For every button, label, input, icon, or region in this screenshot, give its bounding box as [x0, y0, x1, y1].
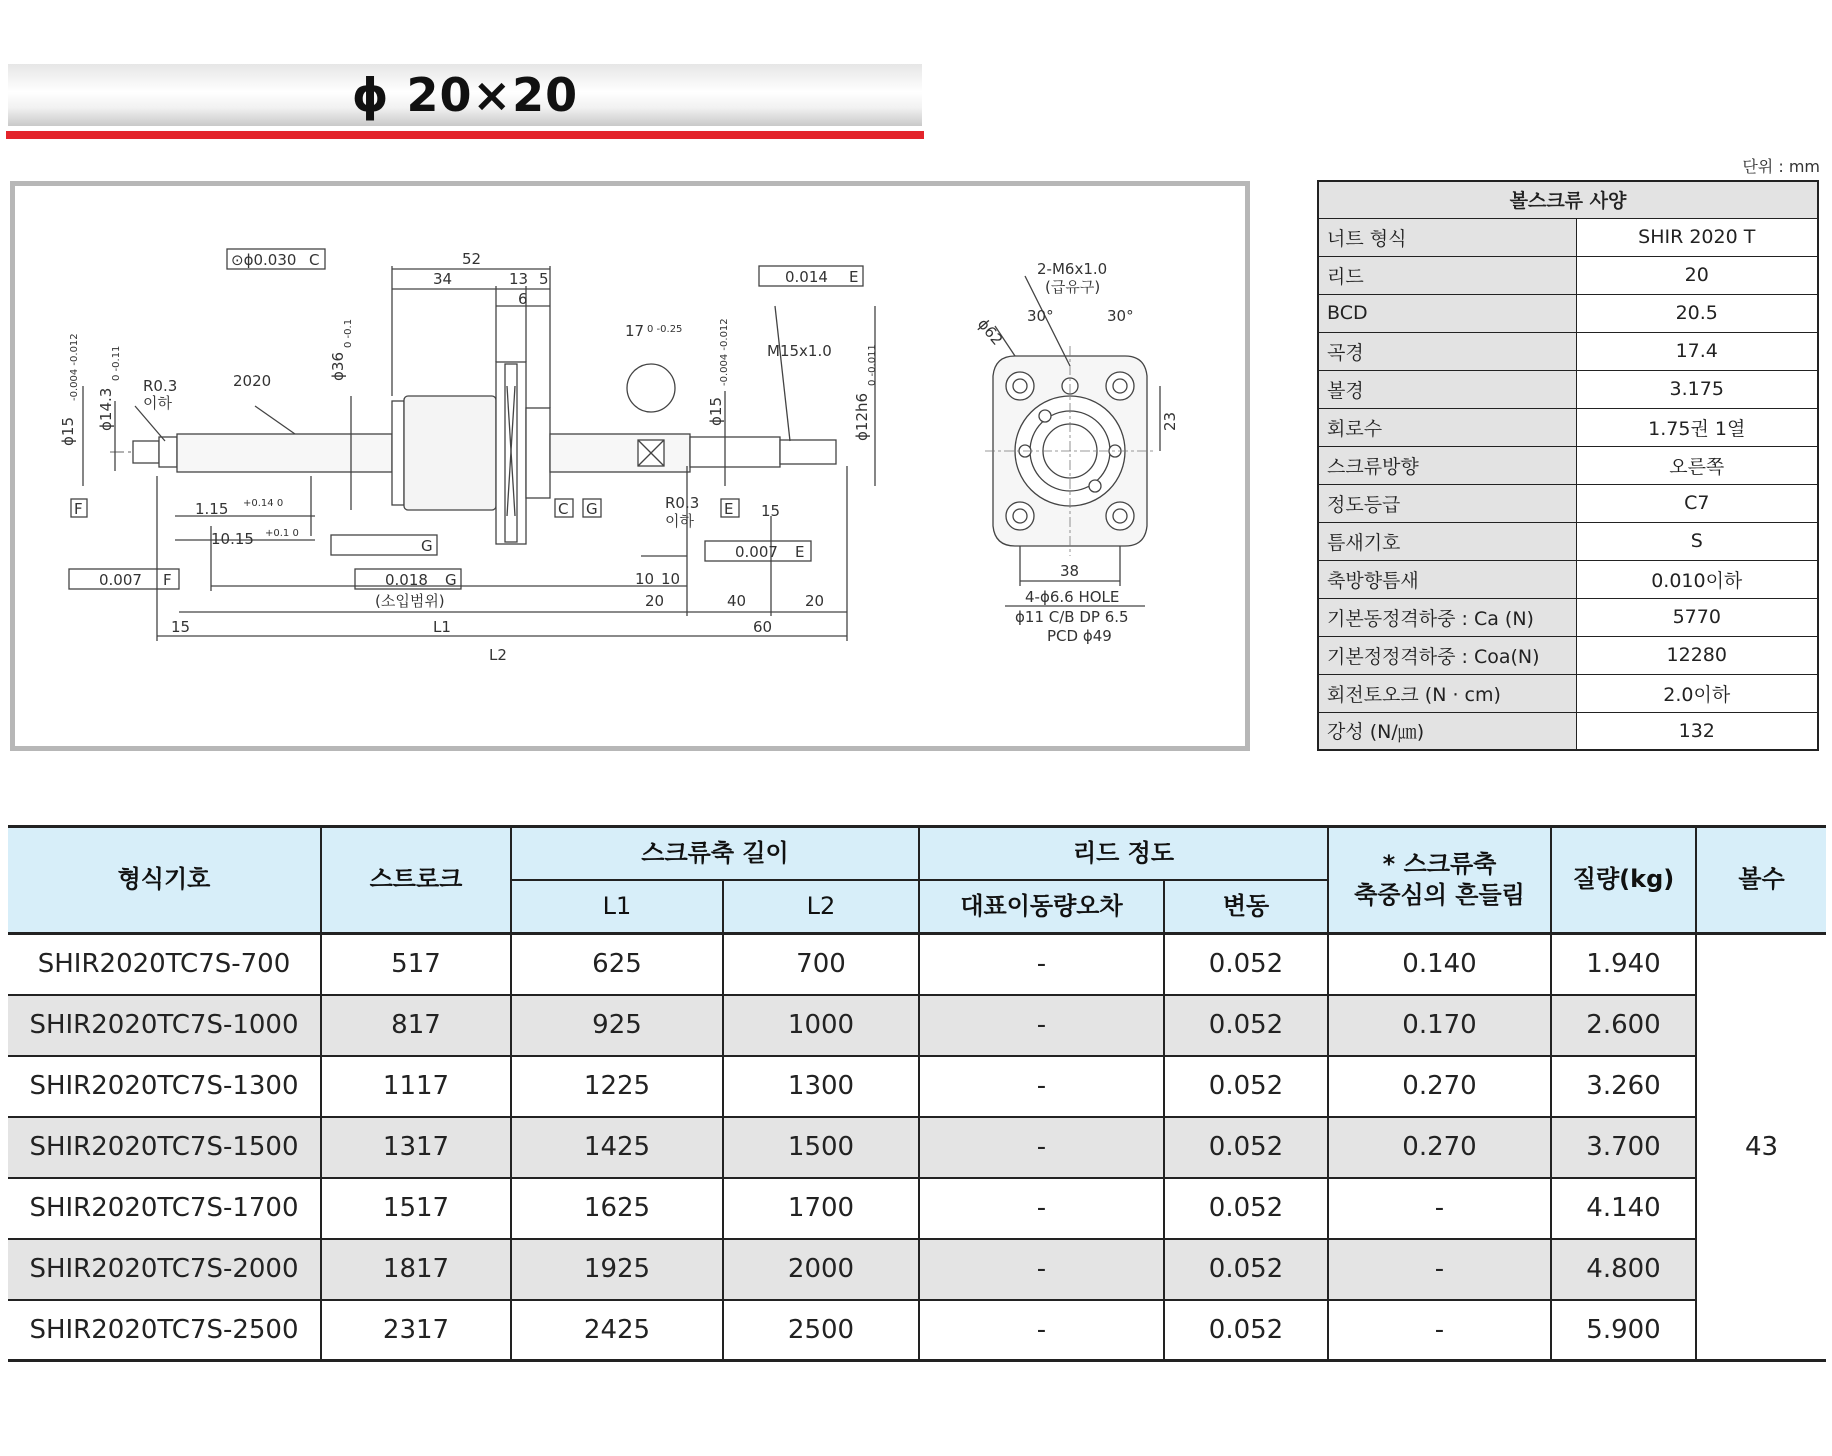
- cell-rep-travel-error: -: [919, 1239, 1164, 1300]
- cell-l2: 1500: [723, 1117, 919, 1178]
- col-runout-line1: * 스크류축: [1382, 849, 1497, 878]
- cell-l1: 1625: [511, 1178, 723, 1239]
- cell-mass: 2.600: [1551, 995, 1696, 1056]
- dim-l2: L2: [489, 646, 507, 664]
- spec-key: 회전토오크 (N · cm): [1318, 674, 1576, 712]
- cell-model: SHIR2020TC7S-1700: [8, 1178, 321, 1239]
- perp-014: 0.014: [785, 268, 828, 286]
- cell-stroke: 2317: [321, 1300, 511, 1361]
- cell-l1: 625: [511, 934, 723, 995]
- cell-stroke: 1817: [321, 1239, 511, 1300]
- spec-value: 오른쪽: [1576, 446, 1818, 484]
- cell-model: SHIR2020TC7S-700: [8, 934, 321, 995]
- cell-l1: 1425: [511, 1117, 723, 1178]
- datum-e-box: E: [724, 500, 734, 518]
- dim-d15-right: ϕ15: [707, 397, 725, 426]
- cell-model: SHIR2020TC7S-2500: [8, 1300, 321, 1361]
- page-title: ϕ 20×20: [351, 68, 579, 122]
- dim-115-tol: +0.14 0: [243, 498, 284, 509]
- radius-right-note: 이하: [665, 512, 694, 530]
- spec-row: [1318, 218, 1818, 256]
- dim-38: 38: [1060, 562, 1080, 580]
- cell-rep-travel-error: -: [919, 1056, 1164, 1117]
- table-row: [8, 995, 1826, 1056]
- radius-right: R0.3: [665, 494, 700, 512]
- dim-d15-right-tol: -0.004 -0.012: [719, 318, 730, 386]
- col-lead-accuracy: 리드 정도: [919, 827, 1328, 880]
- dim-d15-left-tol: -0.004 -0.012: [69, 333, 80, 401]
- dim-60: 60: [753, 618, 773, 636]
- spec-key: 틈새기호: [1318, 522, 1576, 560]
- grease-port: (급유구): [1045, 278, 1101, 296]
- title-underline: [6, 131, 924, 139]
- dim-115: 1.15: [195, 500, 229, 518]
- col-l1: L1: [511, 880, 723, 934]
- spec-key: 곡경: [1318, 332, 1576, 370]
- cell-stroke: 1317: [321, 1117, 511, 1178]
- spec-row: [1318, 256, 1818, 294]
- dim-5: 5: [539, 270, 549, 288]
- table-row: [8, 1239, 1826, 1300]
- cell-variation: 0.052: [1164, 995, 1328, 1056]
- spec-value: 5770: [1576, 598, 1818, 636]
- dim-10b: 10: [661, 570, 681, 588]
- col-model: 형식기호: [8, 827, 321, 934]
- cell-model: SHIR2020TC7S-1500: [8, 1117, 321, 1178]
- hole-spec: 4-ϕ6.6 HOLE: [1025, 588, 1120, 606]
- radius-left-note: 이하: [143, 394, 172, 412]
- cell-variation: 0.052: [1164, 1239, 1328, 1300]
- spec-key: 스크류방향: [1318, 446, 1576, 484]
- dim-d15-left: ϕ15: [59, 417, 77, 446]
- spec-value: 132: [1576, 712, 1818, 750]
- cell-mass: 3.700: [1551, 1117, 1696, 1178]
- cell-model: SHIR2020TC7S-2000: [8, 1239, 321, 1300]
- angle-30-right: 30°: [1107, 307, 1134, 325]
- spec-key: 회로수: [1318, 408, 1576, 446]
- dim-20a: 20: [645, 592, 665, 610]
- cell-mass: 3.260: [1551, 1056, 1696, 1117]
- cell-model: SHIR2020TC7S-1300: [8, 1056, 321, 1117]
- spec-row: [1318, 446, 1818, 484]
- spec-key: 너트 형식: [1318, 218, 1576, 256]
- spec-key: BCD: [1318, 294, 1576, 332]
- cell-l1: 2425: [511, 1300, 723, 1361]
- cell-variation: 0.052: [1164, 1117, 1328, 1178]
- cell-stroke: 1517: [321, 1178, 511, 1239]
- spec-key: 정도등급: [1318, 484, 1576, 522]
- spec-key: 강성 (N/㎛): [1318, 712, 1576, 750]
- cell-variation: 0.052: [1164, 1178, 1328, 1239]
- cell-runout: 0.140: [1328, 934, 1551, 995]
- spec-key: 볼경: [1318, 370, 1576, 408]
- table-row: [8, 1300, 1826, 1361]
- cell-rep-travel-error: -: [919, 1178, 1164, 1239]
- dim-6: 6: [518, 290, 528, 308]
- perp-018-g: 0.018: [385, 571, 428, 589]
- dim-d12h6: ϕ12h6: [853, 392, 871, 441]
- col-rep-travel-error: 대표이동량오차: [919, 880, 1164, 934]
- counterbore-spec: ϕ11 C/B DP 6.5: [1015, 608, 1129, 626]
- cell-stroke: 817: [321, 995, 511, 1056]
- col-runout-line2: 축중심의 흔들림: [1354, 881, 1525, 909]
- cell-l2: 2000: [723, 1239, 919, 1300]
- datum-g-perp: G: [445, 571, 457, 589]
- cell-balls: 43: [1696, 934, 1826, 1361]
- cell-runout: 0.170: [1328, 995, 1551, 1056]
- product-table-body: [8, 934, 1826, 1361]
- spec-key: 축방향틈새: [1318, 560, 1576, 598]
- spec-value: 2.0이하: [1576, 674, 1818, 712]
- spec-key: 리드: [1318, 256, 1576, 294]
- thread-m15: M15x1.0: [767, 342, 832, 360]
- dim-1015-tol: +0.1 0: [265, 528, 299, 539]
- perp-007-e: 0.007: [735, 543, 778, 561]
- col-shaft-length: 스크류축 길이: [511, 827, 919, 880]
- dim-10a: 10: [635, 570, 655, 588]
- cell-mass: 4.140: [1551, 1178, 1696, 1239]
- datum-c: C: [309, 251, 320, 269]
- spec-value: 1.75권 1열: [1576, 408, 1818, 446]
- spec-row: [1318, 522, 1818, 560]
- perp-007-f: 0.007: [99, 571, 142, 589]
- cell-runout: -: [1328, 1300, 1551, 1361]
- cell-runout: 0.270: [1328, 1056, 1551, 1117]
- col-mass: 질량(kg): [1551, 827, 1696, 934]
- spec-row: [1318, 408, 1818, 446]
- dim-d36: ϕ36: [329, 352, 347, 381]
- cell-variation: 0.052: [1164, 1300, 1328, 1361]
- dim-1015: 10.15: [211, 530, 254, 548]
- spec-row: [1318, 712, 1818, 750]
- spec-value: C7: [1576, 484, 1818, 522]
- dim-34: 34: [433, 270, 453, 288]
- dim-d12h6-tol: 0 -0.011: [867, 344, 878, 386]
- cell-l2: 2500: [723, 1300, 919, 1361]
- cell-runout: 0.270: [1328, 1117, 1551, 1178]
- ballscrew-spec-table: [1317, 180, 1819, 751]
- technical-drawing: [10, 181, 1250, 751]
- spec-row: [1318, 370, 1818, 408]
- col-runout: [1328, 827, 1551, 934]
- spec-value: 0.010이하: [1576, 560, 1818, 598]
- dim-15-bottom: 15: [171, 618, 191, 636]
- dim-d143: ϕ14.3: [97, 387, 115, 431]
- dim-52: 52: [462, 250, 482, 268]
- pcd-spec: PCD ϕ49: [1047, 627, 1112, 645]
- spec-value: 3.175: [1576, 370, 1818, 408]
- col-l2: L2: [723, 880, 919, 934]
- spec-body: [1318, 218, 1818, 750]
- spec-value: 17.4: [1576, 332, 1818, 370]
- screw-number: 2020: [233, 372, 272, 390]
- drawing-canvas: [15, 186, 1245, 746]
- dim-40: 40: [727, 592, 747, 610]
- spec-row: [1318, 674, 1818, 712]
- cell-l1: 1925: [511, 1239, 723, 1300]
- table-row: [8, 934, 1826, 995]
- col-stroke: 스트로크: [321, 827, 511, 934]
- spec-header: 볼스크류 사양: [1318, 181, 1818, 218]
- cell-mass: 4.800: [1551, 1239, 1696, 1300]
- cell-mass: 1.940: [1551, 934, 1696, 995]
- cell-stroke: 517: [321, 934, 511, 995]
- cell-l2: 700: [723, 934, 919, 995]
- runout-callout: ⊙ϕ0.030: [231, 251, 297, 269]
- spec-row: [1318, 598, 1818, 636]
- datum-c-box: C: [558, 500, 569, 518]
- radius-left: R0.3: [143, 377, 178, 395]
- dim-l1: L1: [433, 618, 451, 636]
- datum-f-perp: F: [163, 571, 172, 589]
- table-row: [8, 1056, 1826, 1117]
- cell-stroke: 1117: [321, 1056, 511, 1117]
- cell-rep-travel-error: -: [919, 934, 1164, 995]
- spec-row: [1318, 332, 1818, 370]
- spec-row: [1318, 560, 1818, 598]
- datum-e-perp: E: [795, 543, 805, 561]
- cell-l1: 1225: [511, 1056, 723, 1117]
- cell-l2: 1000: [723, 995, 919, 1056]
- cell-runout: -: [1328, 1239, 1551, 1300]
- spec-key: 기본동정격하중 : Ca (N): [1318, 598, 1576, 636]
- cell-model: SHIR2020TC7S-1000: [8, 995, 321, 1056]
- dim-17-tol: 0 -0.25: [647, 324, 683, 335]
- cell-l2: 1700: [723, 1178, 919, 1239]
- cell-rep-travel-error: -: [919, 1300, 1164, 1361]
- tap-spec: 2-M6x1.0: [1037, 260, 1108, 278]
- dim-d62: ϕ62: [973, 315, 1007, 349]
- cell-l1: 925: [511, 995, 723, 1056]
- spec-value: 20.5: [1576, 294, 1818, 332]
- title-banner: [8, 64, 922, 126]
- datum-g-box: G: [586, 500, 598, 518]
- angle-30-left: 30°: [1027, 307, 1054, 325]
- cell-variation: 0.052: [1164, 934, 1328, 995]
- col-variation: 변동: [1164, 880, 1328, 934]
- datum-e-top: E: [849, 268, 859, 286]
- dim-15-small: 15: [761, 502, 781, 520]
- datum-g-flat: G: [421, 537, 433, 555]
- cell-mass: 5.900: [1551, 1300, 1696, 1361]
- cell-l2: 1300: [723, 1056, 919, 1117]
- dim-d36-tol: 0 -0.1: [343, 318, 354, 348]
- cell-variation: 0.052: [1164, 1056, 1328, 1117]
- table-row: [8, 1117, 1826, 1178]
- dim-13: 13: [509, 270, 529, 288]
- dim-d143-tol: 0 -0.11: [111, 345, 122, 381]
- spec-value: S: [1576, 522, 1818, 560]
- table-row: [8, 1178, 1826, 1239]
- spec-value: SHIR 2020 T: [1576, 218, 1818, 256]
- cell-rep-travel-error: -: [919, 1117, 1164, 1178]
- insert-range: (소입범위): [375, 592, 445, 610]
- datum-f: F: [74, 500, 83, 518]
- unit-label: 단위 : mm: [1742, 157, 1820, 176]
- spec-key: 기본정정격하중 : Coa(N): [1318, 636, 1576, 674]
- spec-value: 12280: [1576, 636, 1818, 674]
- dim-20b: 20: [805, 592, 825, 610]
- spec-row: [1318, 484, 1818, 522]
- product-table: [8, 825, 1826, 1362]
- cell-rep-travel-error: -: [919, 995, 1164, 1056]
- spec-row: [1318, 636, 1818, 674]
- spec-row: [1318, 294, 1818, 332]
- dim-23: 23: [1161, 411, 1179, 431]
- dim-17: 17: [625, 322, 645, 340]
- cell-runout: -: [1328, 1178, 1551, 1239]
- spec-value: 20: [1576, 256, 1818, 294]
- col-balls: 볼수: [1696, 827, 1826, 934]
